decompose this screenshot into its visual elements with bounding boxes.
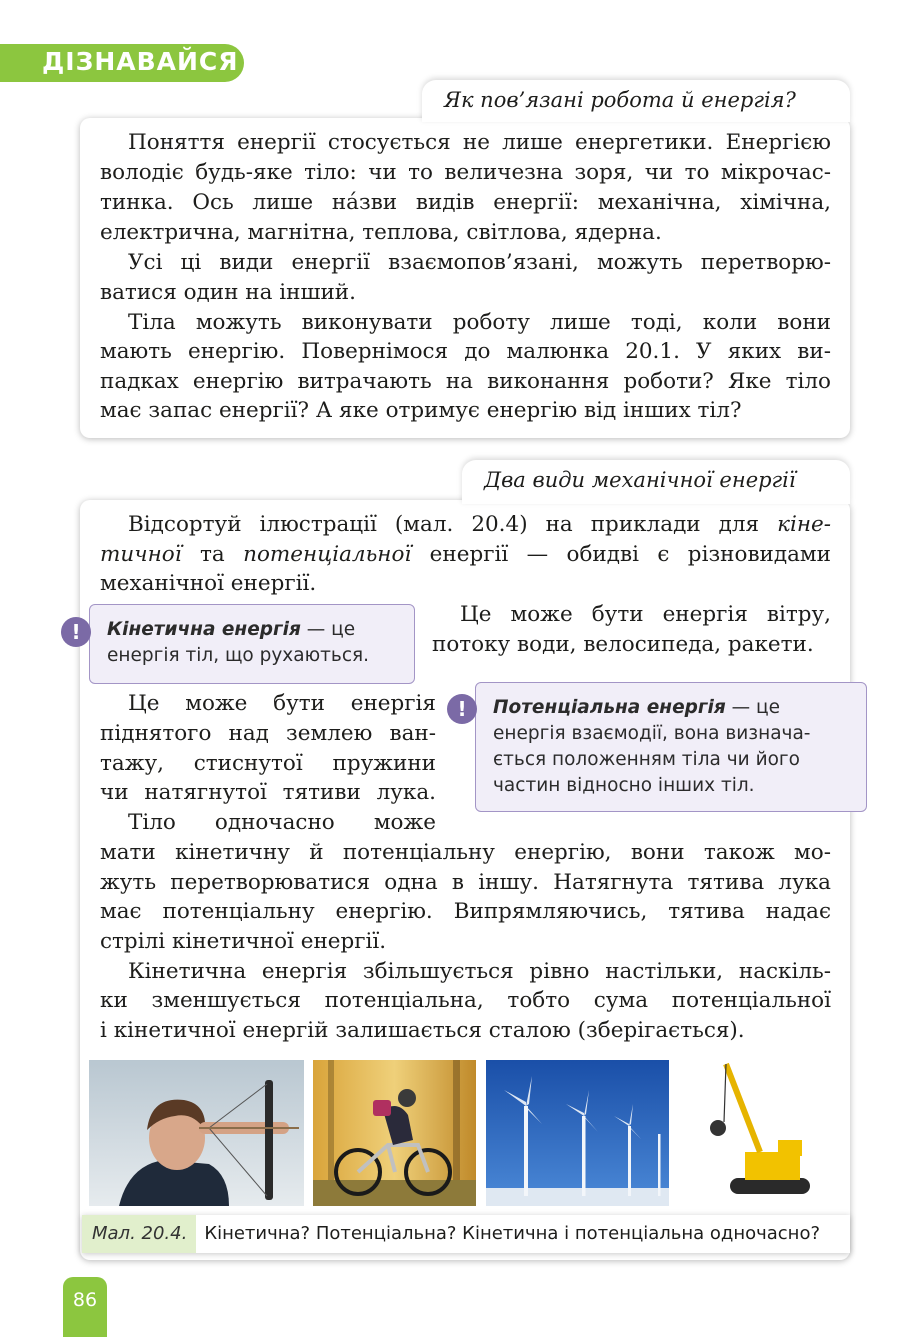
term-potential: потенціальної <box>243 542 412 567</box>
kinetic-term: Кінетична енергія <box>107 619 301 640</box>
photo-wind-turbines <box>486 1060 669 1206</box>
text-line: має запас енергії? А яке отримує енергію від інших тіл? <box>100 398 742 423</box>
card-title-mechanical-energy: Два види механічної енергії <box>462 460 850 504</box>
text-line: ки зменшується потенціальна, тобто сума потенціальної <box>100 988 831 1013</box>
figure-label: Мал. 20.4. <box>82 1215 196 1253</box>
text-line: Тіло одночасно може <box>128 810 436 835</box>
text-line: чи натягнутої тятиви лука. <box>100 780 436 805</box>
text-line: потоку води, велосипеда, ракети. <box>432 632 814 657</box>
kinetic-definition-box <box>89 604 415 684</box>
text-line: падках енергію витрачають на виконання роботи? Яке тіло <box>100 369 831 394</box>
term-kinetic-end: тичної <box>100 542 182 567</box>
text-line: Кінетична енергія збільшується рівно настільки, наскіль- <box>128 959 831 984</box>
page-number: 86 <box>63 1277 107 1337</box>
text-line: піднятого над землею ван- <box>100 721 436 746</box>
text-line: Тіла можуть виконувати роботу лише тоді, коли вони <box>128 310 831 335</box>
text-line: Поняття енергії стосується не лише енергетики. Енергією <box>128 130 831 155</box>
text-line: мати кінетичну й потенціальну енергію, вони також мо- <box>100 840 831 865</box>
text-line: має потенціальну енергію. Випрямляючись, тятива надає <box>100 899 831 924</box>
important-icon: ! <box>447 694 477 724</box>
kinetic-definition-line <box>107 617 400 643</box>
card-title-work-energy: Як пов’язані робота й енергія? <box>422 80 850 122</box>
definition-text: — це <box>300 619 356 640</box>
potential-definition-line: енергія взаємодії, вона визнача- <box>493 723 811 744</box>
potential-definition-box <box>475 682 867 812</box>
figure-caption <box>82 1215 850 1253</box>
text-line: володіє будь-яке тіло: чи то величезна зоря, чи то мікрочас- <box>100 160 831 185</box>
term-kinetic: кіне- <box>777 512 831 537</box>
section-header-title: ДІЗНАВАЙСЯ <box>42 47 239 76</box>
text-line: механічної енергії. <box>100 571 317 596</box>
definition-text: — це <box>725 697 780 718</box>
photo-crane <box>690 1060 830 1206</box>
text-line: і кінетичної енергій залишається сталою (зберігається). <box>100 1018 745 1043</box>
text-line: Усі ці види енергії взаємопов’язані, можуть перетворю- <box>128 250 831 275</box>
kinetic-definition-line: енергія тіл, що рухаються. <box>107 645 370 666</box>
potential-term: Потенціальна енергія <box>493 697 726 718</box>
text-line: жуть перетворюватися одна в іншу. Натягнута тятива лука <box>100 870 831 895</box>
potential-definition-line <box>493 695 852 721</box>
text-line: тинка. Ось лише на́зви видів енергії: механічна, хімічна, <box>100 190 831 215</box>
text-span: та <box>200 542 225 567</box>
photo-archer <box>89 1060 304 1206</box>
important-icon: ! <box>61 617 91 647</box>
text-line: електрична, магнітна, теплова, світлова, ядерна. <box>100 220 662 245</box>
text-line: Це може бути енергія <box>128 691 436 716</box>
text-line <box>100 540 831 570</box>
text-line: ватися один на інший. <box>100 280 356 305</box>
potential-definition-line: частин відносно інших тіл. <box>493 775 755 796</box>
text-line <box>100 510 831 540</box>
section-header-tab <box>0 44 244 82</box>
potential-definition-line: ється положенням тіла чи його <box>493 749 800 770</box>
photo-cyclist <box>313 1060 476 1206</box>
figure-caption-text: Кінетична? Потенціальна? Кінетична і потенціальна одночасно? <box>204 1223 821 1244</box>
text-line: мають енергію. Повернімося до малюнка 20.1. У яких ви- <box>100 339 831 364</box>
text-line: стрілі кінетичної енергії. <box>100 929 387 954</box>
text-line: Це може бути енергія вітру, <box>460 602 831 627</box>
text-span: Відсортуй ілюстрації (мал. 20.4) на приклади для <box>128 512 760 537</box>
text-line: тажу, стиснутої пружини <box>100 751 436 776</box>
text-span: енергії — обидві є різновидами <box>429 542 831 567</box>
